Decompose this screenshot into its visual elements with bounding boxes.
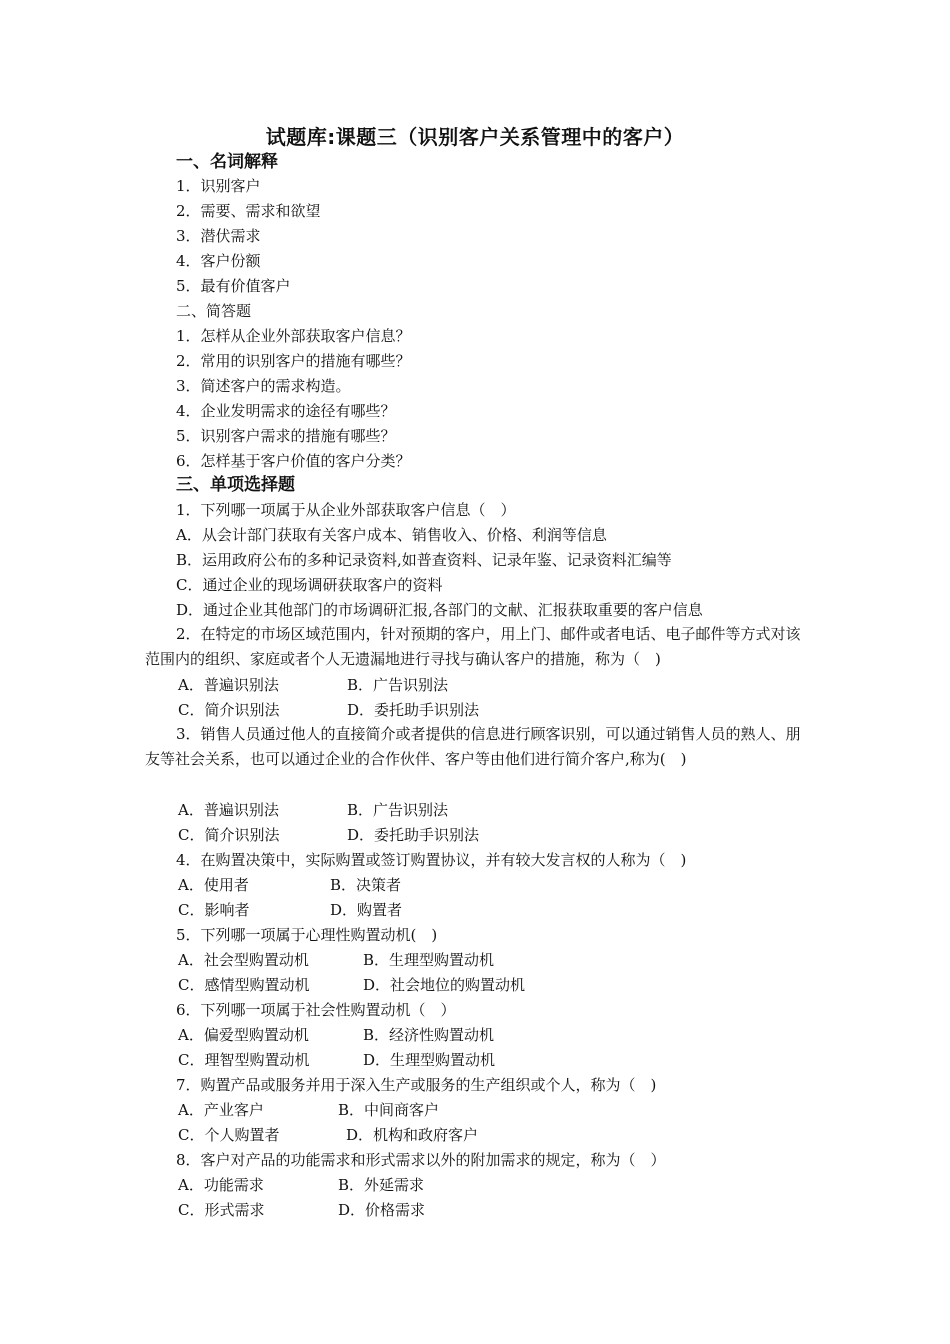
q1-option-c: C．通过企业的现场调研获取客户的资料 bbox=[176, 576, 443, 594]
document-title: 试题库:课题三（识别客户关系管理中的客户） bbox=[265, 125, 685, 149]
q6-option-c: C．理智型购置动机 bbox=[178, 1051, 310, 1069]
q8-option-a: A．功能需求 bbox=[178, 1176, 264, 1194]
question-item: 5．识别客户需求的措施有哪些？ bbox=[176, 427, 396, 445]
q2-option-d: D．委托助手识别法 bbox=[347, 701, 480, 719]
term-item: 5．最有价值客户 bbox=[176, 277, 291, 295]
q3-stem: 3．销售人员通过他人的直接简介或者提供的信息进行顾客识别，可以通过销售人员的熟人、朋友等社会关系，也可以通过企业的合作伙伴、客户等由他们进行简介客户,称为( ) bbox=[145, 725, 801, 768]
q7-option-b: B．中间商客户 bbox=[338, 1101, 440, 1119]
term-item: 1．识别客户 bbox=[176, 177, 261, 195]
q1-option-a: A．从会计部门获取有关客户成本、销售收入、价格、利润等信息 bbox=[176, 526, 607, 544]
q1-option-b: B．运用政府公布的多种记录资料,如普查资料、记录年鉴、记录资料汇编等 bbox=[176, 551, 672, 569]
q7-option-a: A．产业客户 bbox=[178, 1101, 264, 1119]
term-item: 4．客户份额 bbox=[176, 252, 261, 270]
question-item: 2．常用的识别客户的措施有哪些？ bbox=[176, 352, 411, 370]
section3-heading: 三、单项选择题 bbox=[176, 475, 295, 495]
section2-heading: 二、简答题 bbox=[176, 302, 252, 320]
q4-stem: 4．在购置决策中，实际购置或签订购置协议，并有较大发言权的人称为（ ) bbox=[176, 851, 687, 869]
q5-option-a: A．社会型购置动机 bbox=[178, 951, 309, 969]
term-item: 2．需要、需求和欲望 bbox=[176, 202, 321, 220]
question-item: 6．怎样基于客户价值的客户分类？ bbox=[176, 452, 411, 470]
q2-option-c: C．简介识别法 bbox=[178, 701, 280, 719]
q3-option-d: D．委托助手识别法 bbox=[347, 826, 480, 844]
q3-option-c: C．简介识别法 bbox=[178, 826, 280, 844]
q6-option-a: A．偏爱型购置动机 bbox=[178, 1026, 309, 1044]
q2-stem: 2．在特定的市场区域范围内，针对预期的客户，用上门、邮件或者电话、电子邮件等方式对该范围内的组织、家庭或者个人无遗漏地进行寻找与确认客户的措施，称为（ ) bbox=[145, 625, 801, 668]
q7-option-c: C．个人购置者 bbox=[178, 1126, 280, 1144]
q8-option-c: C．形式需求 bbox=[178, 1201, 265, 1219]
q6-stem: 6．下列哪一项属于社会性购置动机（ ） bbox=[176, 1001, 456, 1019]
q7-option-d: D．机构和政府客户 bbox=[346, 1126, 479, 1144]
q4-option-d: D．购置者 bbox=[330, 901, 403, 919]
q5-option-d: D．社会地位的购置动机 bbox=[363, 976, 526, 994]
term-item: 3．潜伏需求 bbox=[176, 227, 261, 245]
q5-stem: 5．下列哪一项属于心理性购置动机( ) bbox=[176, 926, 438, 944]
q4-option-b: B．决策者 bbox=[330, 876, 402, 894]
q7-stem: 7．购置产品或服务并用于深入生产或服务的生产组织或个人，称为（ ) bbox=[176, 1076, 657, 1094]
section1-heading: 一、名词解释 bbox=[176, 152, 278, 172]
q3-option-b: B．广告识别法 bbox=[347, 801, 449, 819]
q5-option-b: B．生理型购置动机 bbox=[363, 951, 495, 969]
q8-option-d: D．价格需求 bbox=[338, 1201, 426, 1219]
q6-option-d: D．生理型购置动机 bbox=[363, 1051, 496, 1069]
question-item: 3．简述客户的需求构造。 bbox=[176, 377, 351, 395]
q1-stem: 1．下列哪一项属于从企业外部获取客户信息（ ） bbox=[176, 501, 516, 519]
q6-option-b: B．经济性购置动机 bbox=[363, 1026, 495, 1044]
q4-option-c: C．影响者 bbox=[178, 901, 250, 919]
q4-option-a: A．使用者 bbox=[178, 876, 249, 894]
q2-option-a: A．普遍识别法 bbox=[178, 676, 279, 694]
q5-option-c: C．感情型购置动机 bbox=[178, 976, 310, 994]
question-item: 4．企业发明需求的途径有哪些？ bbox=[176, 402, 396, 420]
q2-option-b: B．广告识别法 bbox=[347, 676, 449, 694]
q8-stem: 8．客户对产品的功能需求和形式需求以外的附加需求的规定，称为（ ） bbox=[176, 1151, 666, 1169]
q1-option-d: D．通过企业其他部门的市场调研汇报,各部门的文献、汇报获取重要的客户信息 bbox=[176, 601, 703, 619]
q8-option-b: B．外延需求 bbox=[338, 1176, 425, 1194]
q3-option-a: A．普遍识别法 bbox=[178, 801, 279, 819]
question-item: 1．怎样从企业外部获取客户信息？ bbox=[176, 327, 411, 345]
